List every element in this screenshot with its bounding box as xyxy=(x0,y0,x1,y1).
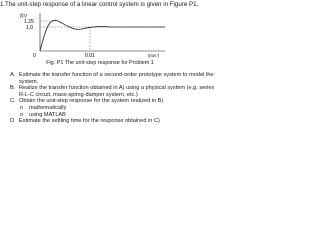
item-marker: A. xyxy=(10,72,16,78)
x-tick-label-0-01: 0.01 xyxy=(85,53,95,59)
bullet-marker: o xyxy=(20,111,24,118)
step-response-figure xyxy=(0,9,200,59)
item-text: R-L-C circuit, mass-spring-damper system, etc.) xyxy=(19,91,138,98)
question-header xyxy=(0,0,200,9)
item-text: mathematically xyxy=(29,105,67,111)
x-tick-label-0: 0 xyxy=(33,53,36,59)
y-axis-label: f(t) xyxy=(20,13,27,19)
item-text: Obtain the unit-step response for the system realized in B) xyxy=(19,98,164,105)
item-text: using MATLAB xyxy=(29,111,66,118)
step-response-chart xyxy=(0,9,200,59)
y-tick-label-1-25: 1.25 xyxy=(24,19,34,25)
item-marker: D. xyxy=(10,118,16,125)
item-text: system. xyxy=(19,78,39,85)
item-text: Estimate the transfer function of a second-order prototype system to model the xyxy=(19,72,214,78)
item-marker: B. xyxy=(10,85,16,92)
y-tick-label-1-0: 1.0 xyxy=(26,25,33,31)
item-text: Estimate the settling time for the response obtained in C) xyxy=(19,118,160,125)
bullet-marker: o xyxy=(20,105,24,111)
response-curve xyxy=(40,20,165,51)
question-text: The unit-step response of a linear control system is given in Figure P1. xyxy=(5,1,199,8)
item-marker: C. xyxy=(10,98,16,105)
figure-caption: Fig. P1 The unit-step response for Problem 1 xyxy=(46,60,154,66)
item-text: Realize the transfer function obtained in A) using a physical system (e.g. series xyxy=(19,85,215,92)
question-number: 1. xyxy=(0,1,6,8)
x-axis-label: t(sec) xyxy=(148,54,160,59)
